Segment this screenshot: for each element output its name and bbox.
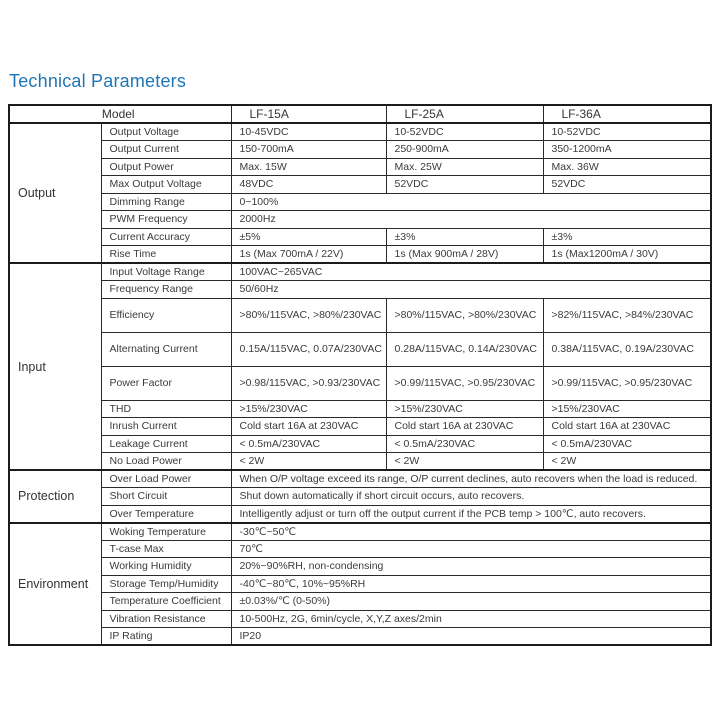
span-value-cell: 10-500Hz, 2G, 6min/cycle, X,Y,Z axes/2min (231, 610, 711, 628)
value-cell: >0.99/115VAC, >0.95/230VAC (543, 366, 711, 400)
span-value-cell: 2000Hz (231, 211, 711, 229)
span-value-cell: 50/60Hz (231, 281, 711, 299)
value-cell: < 2W (231, 453, 386, 471)
span-value-cell: -30℃~50℃ (231, 523, 711, 541)
parameter-label: Vibration Resistance (101, 610, 231, 628)
table-row (9, 540, 711, 558)
value-cell: < 2W (543, 453, 711, 471)
span-value-cell: Shut down automatically if short circuit occurs, auto recovers. (231, 488, 711, 506)
model-column-lf25a: LF-25A (386, 105, 543, 123)
value-cell: 10-45VDC (231, 123, 386, 141)
section-output (9, 123, 711, 263)
value-cell: 52VDC (386, 176, 543, 194)
parameter-label: T-case Max (101, 540, 231, 558)
value-cell: >15%/230VAC (231, 400, 386, 418)
span-value-cell: 70℃ (231, 540, 711, 558)
parameter-label: Leakage Current (101, 435, 231, 453)
parameter-label: Output Voltage (101, 123, 231, 141)
value-cell: ±3% (386, 228, 543, 246)
value-cell: 1s (Max 700mA / 22V) (231, 246, 386, 264)
table-row (9, 193, 711, 211)
value-cell: Cold start 16A at 230VAC (543, 418, 711, 436)
value-cell: < 2W (386, 453, 543, 471)
value-cell: 48VDC (231, 176, 386, 194)
span-value-cell: IP20 (231, 628, 711, 646)
value-cell: Max. 15W (231, 158, 386, 176)
parameter-label: Temperature Coefficient (101, 593, 231, 611)
section-environment (9, 523, 711, 646)
parameter-label: Output Current (101, 141, 231, 159)
value-cell: 250-900mA (386, 141, 543, 159)
table-row (9, 246, 711, 264)
parameter-label: PWM Frequency (101, 211, 231, 229)
parameter-label: Inrush Current (101, 418, 231, 436)
table-row (9, 470, 711, 488)
parameter-label: Woking Temperature (101, 523, 231, 541)
value-cell: 10-52VDC (543, 123, 711, 141)
table-row (9, 158, 711, 176)
value-cell: 1s (Max 900mA / 28V) (386, 246, 543, 264)
section-protection (9, 470, 711, 523)
table-row (9, 628, 711, 646)
model-header-label: Model (9, 105, 231, 123)
span-value-cell: -40℃~80℃, 10%~95%RH (231, 575, 711, 593)
value-cell: 1s (Max1200mA / 30V) (543, 246, 711, 264)
value-cell: 350-1200mA (543, 141, 711, 159)
table-row (9, 281, 711, 299)
value-cell: 52VDC (543, 176, 711, 194)
technical-parameters-table (8, 104, 712, 646)
table-row (9, 141, 711, 159)
table-row (9, 211, 711, 229)
table-row (9, 488, 711, 506)
table-row (9, 453, 711, 471)
group-cell-output: Output (9, 123, 101, 263)
table-row (9, 332, 711, 366)
value-cell: 0.15A/115VAC, 0.07A/230VAC (231, 332, 386, 366)
value-cell: 10-52VDC (386, 123, 543, 141)
table-row (9, 263, 711, 281)
table-row (9, 505, 711, 523)
table-row (9, 366, 711, 400)
parameter-label: Over Temperature (101, 505, 231, 523)
parameter-label: Current Accuracy (101, 228, 231, 246)
value-cell: >82%/115VAC, >84%/230VAC (543, 298, 711, 332)
parameter-label: IP Rating (101, 628, 231, 646)
page-title: Technical Parameters (9, 71, 187, 91)
value-cell: < 0.5mA/230VAC (386, 435, 543, 453)
parameter-label: Max Output Voltage (101, 176, 231, 194)
value-cell: 0.28A/115VAC, 0.14A/230VAC (386, 332, 543, 366)
model-column-lf36a: LF-36A (543, 105, 711, 123)
value-cell: >0.99/115VAC, >0.95/230VAC (386, 366, 543, 400)
parameter-label: Dimming Range (101, 193, 231, 211)
value-cell: >15%/230VAC (543, 400, 711, 418)
table-row (9, 610, 711, 628)
table-row (9, 523, 711, 541)
table-row (9, 123, 711, 141)
group-cell-input: Input (9, 263, 101, 470)
model-column-lf15a: LF-15A (231, 105, 386, 123)
group-cell-protection: Protection (9, 470, 101, 523)
span-value-cell: Intelligently adjust or turn off the output current if the PCB temp > 100℃, auto recovers. (231, 505, 711, 523)
value-cell: Cold start 16A at 230VAC (231, 418, 386, 436)
table-header (9, 105, 711, 123)
table-row (9, 558, 711, 576)
table-row (9, 228, 711, 246)
value-cell: >80%/115VAC, >80%/230VAC (386, 298, 543, 332)
value-cell: 0.38A/115VAC, 0.19A/230VAC (543, 332, 711, 366)
parameter-label: Over Load Power (101, 470, 231, 488)
table-row (9, 400, 711, 418)
value-cell: ±3% (543, 228, 711, 246)
value-cell: >80%/115VAC, >80%/230VAC (231, 298, 386, 332)
value-cell: ±5% (231, 228, 386, 246)
span-value-cell: 0~100% (231, 193, 711, 211)
parameter-label: Efficiency (101, 298, 231, 332)
parameter-label: Short Circuit (101, 488, 231, 506)
span-value-cell: ±0.03%/℃ (0-50%) (231, 593, 711, 611)
parameter-label: Working Humidity (101, 558, 231, 576)
table-row (9, 298, 711, 332)
value-cell: >15%/230VAC (386, 400, 543, 418)
parameter-label: Power Factor (101, 366, 231, 400)
table-row (9, 418, 711, 436)
table-row (9, 435, 711, 453)
value-cell: < 0.5mA/230VAC (231, 435, 386, 453)
section-input (9, 263, 711, 470)
span-value-cell: 20%~90%RH, non-condensing (231, 558, 711, 576)
value-cell: 150-700mA (231, 141, 386, 159)
table-row (9, 593, 711, 611)
parameter-label: Frequency Range (101, 281, 231, 299)
group-cell-environment: Environment (9, 523, 101, 646)
span-value-cell: 100VAC~265VAC (231, 263, 711, 281)
value-cell: Cold start 16A at 230VAC (386, 418, 543, 436)
parameter-label: No Load Power (101, 453, 231, 471)
table-row (9, 176, 711, 194)
table-row (9, 575, 711, 593)
value-cell: < 0.5mA/230VAC (543, 435, 711, 453)
value-cell: Max. 36W (543, 158, 711, 176)
value-cell: Max. 25W (386, 158, 543, 176)
parameter-label: Output Power (101, 158, 231, 176)
parameter-label: Storage Temp/Humidity (101, 575, 231, 593)
parameter-label: Alternating Current (101, 332, 231, 366)
span-value-cell: When O/P voltage exceed its range, O/P current declines, auto recovers when the load is reduced. (231, 470, 711, 488)
value-cell: >0.98/115VAC, >0.93/230VAC (231, 366, 386, 400)
model-header-row (9, 105, 711, 123)
parameter-label: THD (101, 400, 231, 418)
parameter-label: Rise Time (101, 246, 231, 264)
parameter-label: Input Voltage Range (101, 263, 231, 281)
